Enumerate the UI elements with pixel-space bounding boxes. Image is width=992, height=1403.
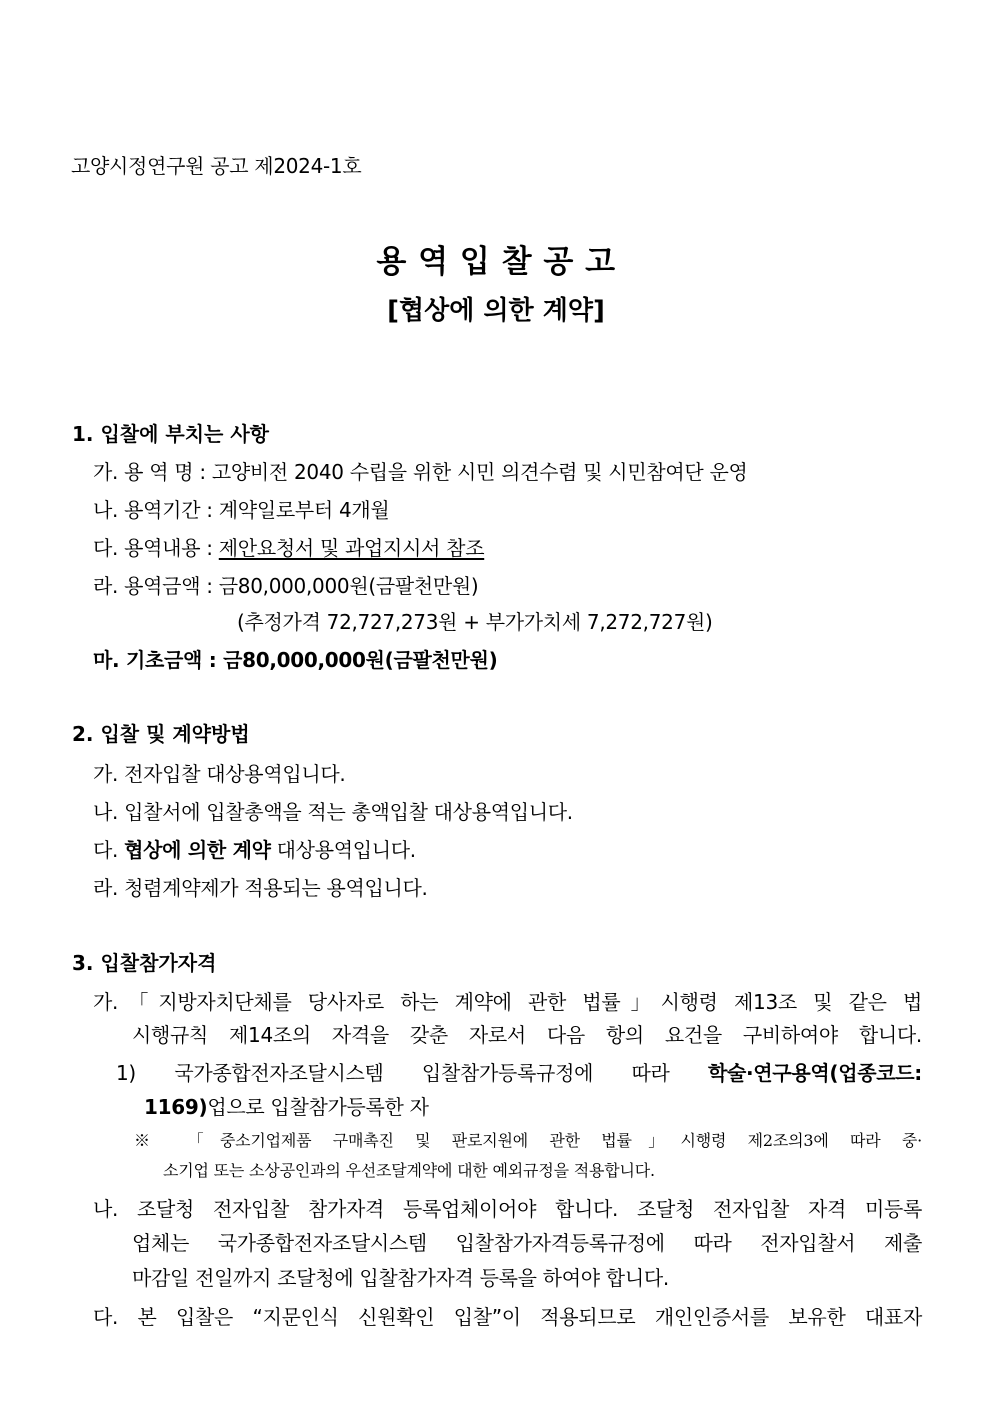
section2-heading: 2. 입찰 및 계약방법: [72, 722, 250, 746]
item-label: 라. 용역금액 :: [93, 574, 213, 598]
item-bold: 협상에 의한 계약: [124, 838, 271, 862]
section3-note-line1: ※ 「중소기업제품 구매촉진 및 판로지원에 관한 법률」시행령 제2조의3에 따라 중·: [134, 1131, 922, 1150]
section3-da-line1: 다. 본 입찰은 “지문인식 신원확인 입찰”이 적용되므로 개인인증서를 보유한 대표자: [93, 1305, 922, 1329]
section3-sub1-line1: [116, 1057, 922, 1086]
section1-item-content: [93, 532, 484, 561]
section3-ga-line1: 가.「지방자치단체를 당사자로 하는 계약에 관한 법률」시행령 제13조 및 같은 법: [93, 990, 922, 1014]
section1-heading: 1. 입찰에 부치는 사항: [72, 422, 269, 446]
item-value-underlined: 제안요청서 및 과업지시서 참조: [218, 536, 485, 560]
section3-note-line2: 소기업 또는 소상공인과의 우선조달계약에 대한 예외규정을 적용합니다.: [163, 1161, 655, 1180]
item-label: 나. 용역기간 :: [93, 498, 213, 522]
section3-na-line1: 나. 조달청 전자입찰 참가자격 등록업체이어야 합니다. 조달청 전자입찰 자격 미등록: [93, 1197, 922, 1221]
section3-na-line2: 업체는 국가종합전자조달시스템 입찰참가자격등록규정에 따라 전자입찰서 제출: [132, 1231, 922, 1255]
item-label: 가. 용 역 명 :: [93, 460, 206, 484]
section1-item-amount-detail: (추정가격 72,727,273원 + 부가가치세 7,272,727원): [237, 610, 713, 634]
item-value: 계약일로부터 4개월: [218, 498, 390, 522]
section3-ga-line2: 시행규칙 제14조의 자격을 갖춘 자로서 다음 항의 요건을 구비하여야 합니다.: [132, 1023, 922, 1047]
item-value: 금80,000,000원(금팔천만원): [223, 648, 498, 672]
item-label: 다. 용역내용 :: [93, 536, 213, 560]
section3-na-line3: 마감일 전일까지 조달청에 입찰참가자격 등록을 하여야 합니다.: [132, 1266, 669, 1290]
item-prefix: 다.: [93, 838, 125, 862]
section1-item-name: [93, 456, 748, 485]
section1-item-amount: [93, 570, 478, 599]
section3-sub1-line2: [144, 1091, 429, 1120]
item-value: 금80,000,000원(금팔천만원): [218, 574, 479, 598]
item-value: 고양비전 2040 수립을 위한 시민 의견수렴 및 시민참여단 운영: [211, 460, 748, 484]
page-subtitle: [협상에 의한 계약]: [387, 296, 605, 326]
section2-item-ga: 가. 전자입찰 대상용역입니다.: [93, 762, 346, 786]
sub1-prefix: 1) 국가종합전자조달시스템 입찰참가등록규정에 따라: [116, 1061, 708, 1085]
sub1-code: 1169): [144, 1095, 208, 1119]
item-suffix: 대상용역입니다.: [270, 838, 416, 862]
sub1-bold: 학술·연구용역(업종코드:: [707, 1061, 922, 1085]
section2-item-da: [93, 834, 416, 863]
section3-heading: 3. 입찰참가자격: [72, 951, 217, 975]
notice-number: 고양시정연구원 공고 제2024-1호: [71, 154, 362, 178]
item-label: 마. 기초금액 :: [93, 648, 217, 672]
section2-item-na: 나. 입찰서에 입찰총액을 적는 총액입찰 대상용역입니다.: [93, 800, 573, 824]
sub1-suffix: 업으로 입찰참가등록한 자: [207, 1095, 429, 1119]
section1-item-base-amount: [93, 644, 497, 673]
section2-item-ra: 라. 청렴계약제가 적용되는 용역입니다.: [93, 876, 428, 900]
section1-item-period: [93, 494, 389, 523]
page-title: 용 역 입 찰 공 고: [376, 244, 616, 280]
